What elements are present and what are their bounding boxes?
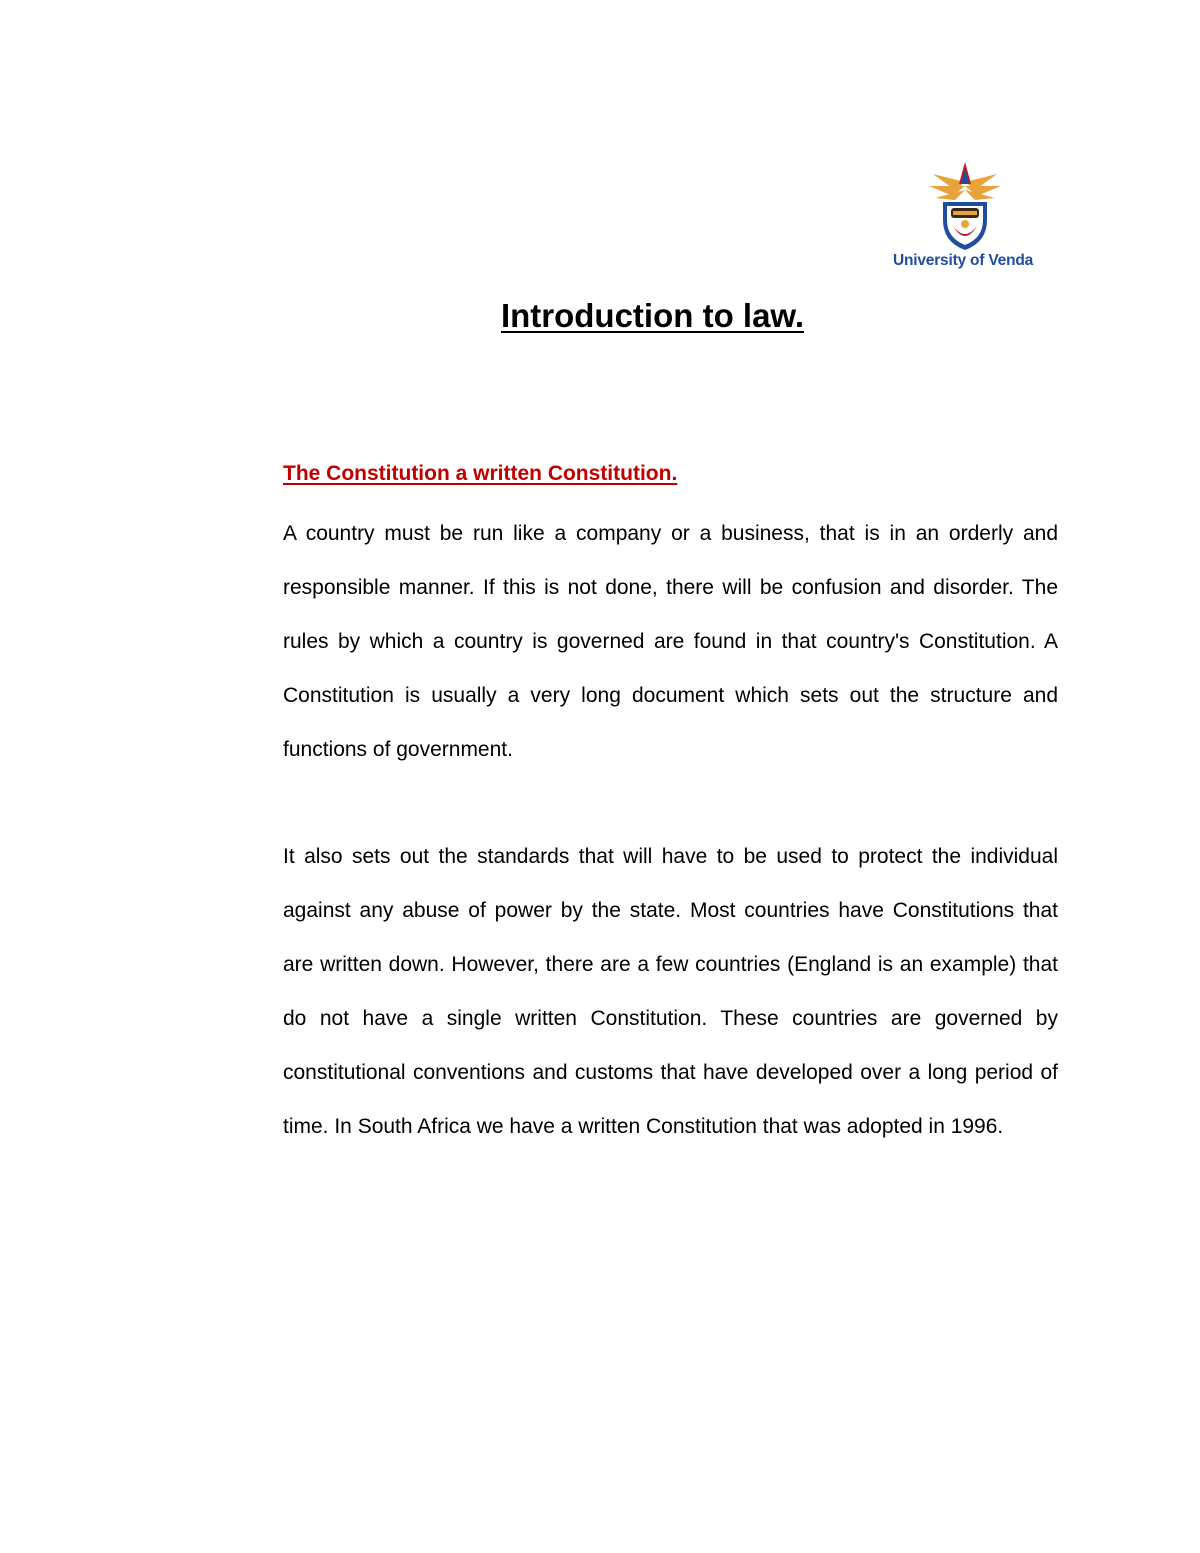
university-name: University of Venda <box>893 252 1034 269</box>
university-crest-icon <box>925 160 1005 255</box>
university-logo <box>893 160 1034 275</box>
paragraph-1: A country must be run like a company or a business, that is in an orderly and responsible manner. If this is not done, there will be confusion and disorder. The rules by which a country is governed are found in that country's Constitution. A Constitution is usually a very long document which sets out the structure and functions of government. <box>283 522 1058 761</box>
section-heading: The Constitution a written Constitution. <box>283 462 678 485</box>
page-title: Introduction to law. <box>500 297 805 334</box>
paragraph-2: It also sets out the standards that will have to be used to protect the individual against any abuse of power by the state. Most countries have Constitutions that are written down. However, there are a few countries (England is an example) that do not have a single written Constitution. These countries are governed by constitutional conventions and customs that have developed over a long period of time. In South Africa we have a written Constitution that was adopted in 1996. <box>283 845 1058 1138</box>
